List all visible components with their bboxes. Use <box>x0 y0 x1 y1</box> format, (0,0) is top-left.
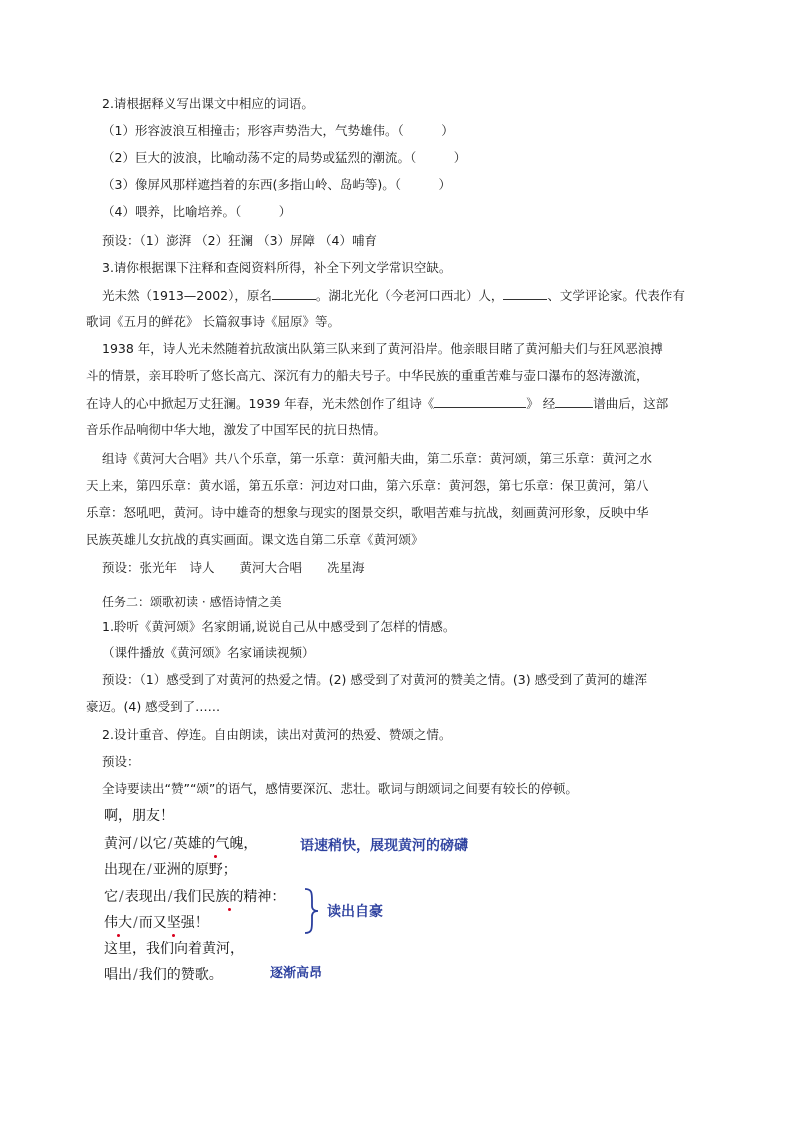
q3-p2-text-b: 》 经 <box>526 396 556 411</box>
poem-l3-a: 出现在 <box>104 862 146 878</box>
q2-item-1: （1）形容波浪互相撞击；形容声势浩大，气势雄伟。（ ） <box>102 123 454 138</box>
poem-line-5 <box>104 914 209 932</box>
q3-p1-text-a: 光未然（1913—2002），原名 <box>102 288 272 303</box>
pause-mark: / <box>133 915 138 931</box>
poem-l2-c-emphasized: 英雄的气魄， <box>173 836 258 852</box>
poem-l4-c-emphasized: 我们民族的精神： <box>173 889 286 905</box>
q3-paragraph-3-line-4: 民族英雄儿女抗战的真实画面。课文选自第二乐章《黄河颂》 <box>86 532 424 547</box>
poem-line-3 <box>104 861 237 879</box>
q2-title: 2.请根据释义写出课文中相应的词语。 <box>102 96 314 111</box>
q2-answer: 预设：（1）澎湃 （2）狂澜 （3）屏障 （4）哺育 <box>102 233 377 248</box>
answer-blank-2[interactable] <box>503 287 547 300</box>
poem-l7-b: 我们的赞歌。 <box>138 967 223 983</box>
pause-mark: / <box>167 836 173 852</box>
right-brace-icon <box>302 887 322 935</box>
task-2-q1-answer-line-1: 预设：（1）感受到了对黄河的热爱之情。(2) 感受到了对黄河的赞美之情。(3) 感受到了黄河的雄浑 <box>102 672 648 687</box>
poem-l3-b: 亚洲的原野； <box>152 862 237 878</box>
q3-paragraph-2-line-1: 1938 年，诗人光未然随着抗敌演出队第三队来到了黄河沿岸。他亲眼目睹了黄河船夫们与狂风恶浪搏 <box>102 341 663 356</box>
task-2-q1-answer-line-2: 豪迈。(4) 感受到了…… <box>86 699 221 714</box>
answer-blank-3[interactable] <box>434 395 526 408</box>
poem-l2-a: 黄河 <box>104 836 132 852</box>
task-2-q1-note: （课件播放《黄河颂》名家诵读视频） <box>102 645 315 660</box>
answer-blank-4[interactable] <box>555 395 593 408</box>
q3-p2-text-c: 谱曲后，这部 <box>593 396 669 411</box>
pause-mark: / <box>133 836 138 852</box>
q3-paragraph-3-line-2: 天上来，第四乐章：黄水谣，第五乐章：河边对口曲，第六乐章：黄河怨，第七乐章：保卫黄河，第八 <box>86 478 649 493</box>
poem-l5-b-emphasized: 而又坚强！ <box>138 915 209 931</box>
pause-mark: / <box>167 889 173 905</box>
q3-paragraph-2-line-2: 斗的情景，亲耳聆听了悠长高亢、深沉有力的船夫号子。中华民族的重重苦难与壶口瀑布的怒涛激流， <box>86 368 649 383</box>
poem-line-2 <box>104 835 257 853</box>
annotation-pride: 读出自豪 <box>327 904 383 920</box>
annotation-speed: 语速稍快，展现黄河的磅礴 <box>300 838 468 854</box>
poem-l7-a: 唱出 <box>104 967 132 983</box>
q3-paragraph-3-line-3: 乐章：怒吼吧，黄河。诗中雄奇的想象与现实的图景交织，歌唱苦难与抗战，刻画黄河形象，反映中华 <box>86 505 649 520</box>
poem-l4-b: 表现出 <box>124 889 167 905</box>
annotation-rising: 逐渐高昂 <box>270 966 323 981</box>
task-2-title: 任务二：颂歌初读 · 感悟诗情之美 <box>102 595 282 609</box>
answer-blank-1[interactable] <box>272 287 316 300</box>
q2-item-4: （4）喂养，比喻培养。（ ） <box>102 204 292 219</box>
pause-mark: / <box>119 889 124 905</box>
task-2-q2-answer-label: 预设： <box>102 754 140 769</box>
poem-line-4 <box>104 888 285 906</box>
poem-l5-a-emphasized: 伟大 <box>104 915 132 931</box>
task-2-q2-title: 2.设计重音、停连。自由朗读，读出对黄河的热爱、赞颂之情。 <box>102 727 452 742</box>
q3-paragraph-1-line-2: 歌词《五月的鲜花》 长篇叙事诗《屈原》等。 <box>86 314 340 329</box>
pause-mark: / <box>133 967 138 983</box>
poem-line-7 <box>104 966 223 984</box>
q3-title: 3.请你根据课下注释和查阅资料所得，补全下列文学常识空缺。 <box>102 260 452 275</box>
poem-line-1: 啊，朋友！ <box>104 808 174 824</box>
q2-item-2: （2）巨大的波浪，比喻动荡不定的局势或猛烈的潮流。（ ） <box>102 150 467 165</box>
poem-line-6: 这里，我们向着黄河， <box>104 941 244 957</box>
q3-paragraph-2-line-4: 音乐作品响彻中华大地，激发了中国军民的抗日热情。 <box>86 422 387 437</box>
poem-l2-b: 以它 <box>138 836 167 852</box>
q3-paragraph-3-line-1: 组诗《黄河大合唱》共八个乐章，第一乐章：黄河船夫曲，第二乐章：黄河颂，第三乐章：黄河之水 <box>102 451 653 466</box>
q3-paragraph-2-line-3 <box>86 395 668 412</box>
pause-mark: / <box>147 862 152 878</box>
task-2-q1-title: 1.聆听《黄河颂》名家朗诵,说说自己从中感受到了怎样的情感。 <box>102 619 456 634</box>
poem-l4-a: 它 <box>104 889 118 905</box>
q3-p1-text-b: 。湖北光化（今老河口西北）人， <box>315 288 504 303</box>
q3-answer: 预设：张光年 诗人 黄河大合唱 冼星海 <box>102 560 365 575</box>
q2-item-3: （3）像屏风那样遮挡着的东西(多指山岭、岛屿等)。（ ） <box>102 177 451 192</box>
q3-p2-text-a: 在诗人的心中掀起万丈狂澜。1939 年春，光未然创作了组诗《 <box>86 396 435 411</box>
task-2-q2-description: 全诗要读出“赞”“颂”的语气，感情要深沉、悲壮。歌词与朗颂词之间要有较长的停顿。 <box>102 781 578 796</box>
q3-paragraph-1-line-1 <box>102 287 685 304</box>
q3-p1-text-c: 、文学评论家。代表作有 <box>547 288 685 303</box>
